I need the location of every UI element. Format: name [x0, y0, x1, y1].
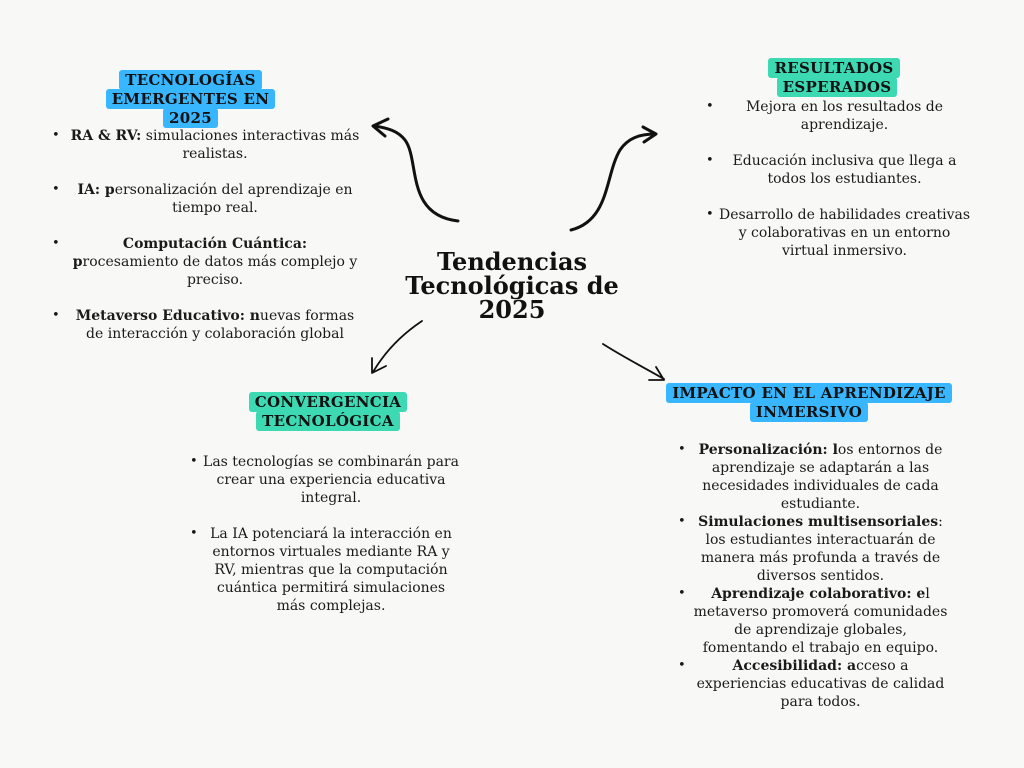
item-term: RA & RV:: [70, 128, 142, 144]
item-text: l metaverso promoverá comunidades de aprendizaje globales, fomentando el trabajo en equipo.: [693, 586, 948, 656]
list-item: [52, 127, 362, 163]
list-item: [52, 235, 362, 289]
item-text: simulaciones interactivas más realistas.: [141, 128, 360, 162]
convergence-label-line-1: CONVERGENCIA: [249, 392, 407, 412]
convergence-label-line-2: TECNOLÓGICA: [256, 411, 400, 431]
item-term: Simulaciones multisensoriales: [698, 514, 939, 530]
arrow-to-emerging-tech: [374, 126, 458, 221]
item-text: : los estudiantes interactuarán de manera más profunda a través de diversos sentidos.: [700, 514, 943, 584]
list-item: [676, 441, 951, 513]
item-term: Aprendizaje colaborativo: e: [711, 586, 926, 602]
arrow-to-expected-results: [571, 134, 655, 230]
emerging-tech-label-line-1: TECNOLOGÍAS: [119, 70, 262, 90]
emerging-tech-list: [52, 127, 362, 361]
central-topic: [372, 247, 652, 324]
list-item: [52, 181, 362, 217]
immersive-impact-list: [676, 441, 951, 711]
list-item: [52, 307, 362, 343]
central-topic-line-2: Tecnológicas de 2025: [405, 271, 619, 324]
expected-results-label: [716, 59, 958, 97]
list-item: [676, 585, 951, 657]
item-text: os entornos de aprendizaje se adaptarán a las necesidades individuales de cada estudiante.: [702, 442, 943, 512]
emerging-tech-label: [88, 71, 293, 128]
emerging-tech-label-line-2: EMERGENTES EN 2025: [106, 89, 276, 128]
expected-results-list: [700, 98, 975, 278]
central-topic-line-1: Tendencias: [436, 247, 588, 276]
expected-results-label-text: RESULTADOS ESPERADOS: [768, 58, 899, 97]
convergence-label: [230, 393, 426, 431]
arrowhead-immersive-impact: [649, 367, 664, 380]
arrow-to-convergence: [373, 321, 422, 372]
immersive-impact-label-line-2: INMERSIVO: [750, 402, 868, 422]
list-item: [676, 657, 951, 711]
list-item: • Mejora en los resultados de aprendizaje.: [700, 98, 975, 134]
item-text: uevas formas de interacción y colaboración global: [86, 308, 355, 342]
item-text: rocesamiento de datos más complejo y preciso.: [82, 254, 358, 288]
item-text: cceso a experiencias educativas de calidad para todos.: [696, 658, 945, 710]
list-item: • La IA potenciará la interacción en entornos virtuales mediante RA y RV, mientras que la computación cuántica permitirá simulaciones más complejas.: [190, 525, 460, 615]
list-item: • Educación inclusiva que llega a todos los estudiantes.: [700, 152, 975, 188]
item-text: ersonalización del aprendizaje en tiempo real.: [114, 182, 353, 216]
item-term: Accesibilidad: a: [732, 658, 857, 674]
convergence-list: [190, 453, 460, 633]
item-term: IA: p: [77, 182, 115, 198]
item-term: Personalización: l: [698, 442, 838, 458]
immersive-impact-label-line-1: IMPACTO EN EL APRENDIZAJE: [666, 383, 952, 403]
list-item: • Las tecnologías se combinarán para crear una experiencia educativa integral.: [190, 453, 460, 507]
list-item: [676, 513, 951, 585]
item-term: Computación Cuántica: p: [72, 236, 308, 270]
immersive-impact-label: [666, 384, 952, 422]
arrow-to-immersive-impact: [603, 344, 664, 379]
list-item: • Desarrollo de habilidades creativas y colaborativas en un entorno virtual inmersivo.: [700, 206, 975, 260]
item-term: Metaverso Educativo: n: [75, 308, 260, 324]
